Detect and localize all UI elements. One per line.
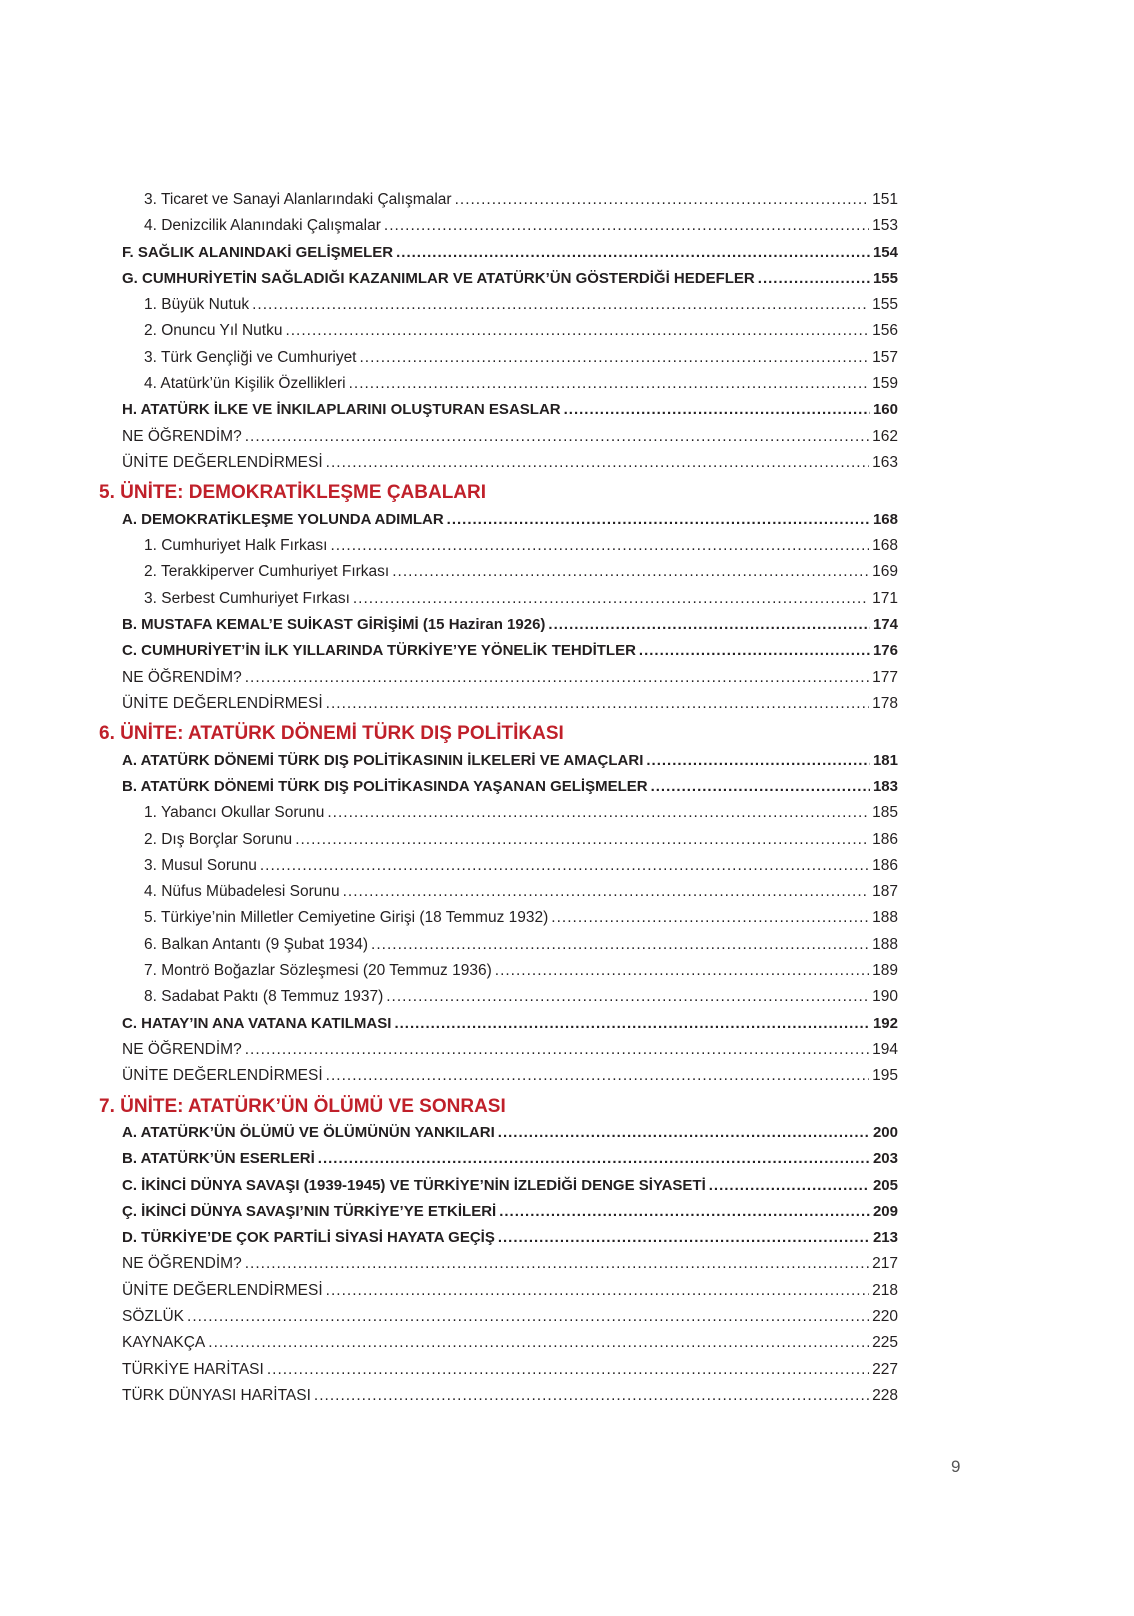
toc-entry	[99, 1330, 898, 1356]
toc-entry	[99, 827, 898, 853]
entry-page: 183	[872, 777, 898, 795]
dot-leader	[245, 1251, 869, 1277]
entry-title: B. ATATÜRK’ÜN ESERLERİ	[122, 1150, 315, 1168]
toc-entry	[99, 1278, 898, 1304]
dot-leader	[386, 984, 869, 1010]
dot-leader	[187, 1304, 869, 1330]
entry-title: F. SAĞLIK ALANINDAKİ GELİŞMELER	[122, 243, 394, 261]
toc-entry	[99, 318, 898, 344]
entry-title: 6. Balkan Antantı (9 Şubat 1934)	[144, 935, 369, 953]
entry-page: 178	[872, 694, 898, 712]
entry-title: B. ATATÜRK DÖNEMİ TÜRK DIŞ POLİTİKASINDA YAŞANAN GELİŞMELER	[122, 777, 648, 795]
entry-page: 194	[872, 1040, 898, 1058]
unit-heading: 7. ÜNİTE: ATATÜRK’ÜN ÖLÜMÜ VE SONRASI	[99, 1095, 506, 1117]
dot-leader	[245, 665, 869, 691]
entry-title: KAYNAKÇA	[122, 1334, 206, 1352]
dot-leader	[326, 691, 869, 717]
entry-title: C. HATAY’IN ANA VATANA KATILMASI	[122, 1014, 392, 1032]
entry-page: 188	[872, 909, 898, 927]
dot-leader	[758, 266, 870, 292]
entry-page: 209	[872, 1202, 898, 1220]
dot-leader	[208, 1330, 869, 1356]
toc-entry	[99, 1251, 898, 1277]
toc-entry	[99, 800, 898, 826]
toc-entry	[99, 1383, 898, 1409]
entry-title: A. ATATÜRK’ÜN ÖLÜMÜ VE ÖLÜMÜNÜN YANKILARI	[122, 1124, 495, 1141]
dot-leader	[245, 424, 869, 450]
entry-title: 3. Serbest Cumhuriyet Fırkası	[144, 589, 350, 607]
entry-page: 159	[872, 375, 898, 393]
dot-leader	[326, 1278, 869, 1304]
entry-page: 163	[872, 453, 898, 471]
dot-leader	[394, 1011, 870, 1037]
dot-leader	[326, 450, 869, 476]
toc-entry	[99, 1357, 898, 1383]
dot-leader	[498, 1120, 870, 1146]
entry-title: 4. Nüfus Mübadelesi Sorunu	[144, 883, 340, 901]
toc-entry	[99, 507, 898, 533]
toc-entry	[99, 1173, 898, 1199]
toc-entry	[99, 266, 898, 292]
dot-leader	[447, 507, 870, 533]
dot-leader	[498, 1225, 870, 1251]
entry-title: 8. Sadabat Paktı (8 Temmuz 1937)	[144, 988, 384, 1006]
dot-leader	[252, 292, 869, 318]
entry-page: 181	[872, 751, 898, 769]
entry-title: 3. Türk Gençliği ve Cumhuriyet	[144, 348, 357, 366]
entry-page: 213	[872, 1229, 898, 1247]
entry-page: 156	[872, 322, 898, 340]
entry-title: 3. Musul Sorunu	[144, 856, 257, 874]
toc-entry	[99, 932, 898, 958]
dot-leader	[392, 559, 869, 585]
entry-title: C. CUMHURİYET’İN İLK YILLARINDA TÜRKİYE’YE YÖNELİK TEHDİTLER	[122, 642, 636, 660]
toc-entry	[99, 1199, 898, 1225]
dot-leader	[384, 213, 869, 239]
dot-leader	[267, 1357, 869, 1383]
entry-title: 3. Ticaret ve Sanayi Alanlarındaki Çalışmalar	[144, 191, 452, 208]
entry-page: 188	[872, 935, 898, 953]
entry-title: 2. Terakkiperver Cumhuriyet Fırkası	[144, 563, 390, 581]
entry-page: 225	[872, 1334, 898, 1352]
toc-entry	[99, 213, 898, 239]
entry-page: 228	[872, 1386, 898, 1404]
entry-title: TÜRK DÜNYASI HARİTASI	[122, 1386, 311, 1404]
entry-page: 190	[872, 988, 898, 1006]
dot-leader	[353, 586, 869, 612]
toc-entry	[99, 879, 898, 905]
toc-entry	[99, 450, 898, 476]
dot-leader	[330, 533, 869, 559]
entry-title: NE ÖĞRENDİM?	[122, 1255, 242, 1273]
toc-entry	[99, 984, 898, 1010]
dot-leader	[551, 905, 869, 931]
dot-leader	[245, 1037, 869, 1063]
entry-page: 185	[872, 804, 898, 822]
page-number: 9	[951, 1457, 961, 1476]
entry-page: 154	[872, 243, 898, 261]
entry-title: A. ATATÜRK DÖNEMİ TÜRK DIŞ POLİTİKASININ İLKELERİ VE AMAÇLARI	[122, 751, 644, 769]
entry-page: 189	[872, 962, 898, 980]
entry-title: NE ÖĞRENDİM?	[122, 1040, 242, 1058]
entry-title: TÜRKİYE HARİTASI	[122, 1360, 264, 1378]
toc-entry	[99, 292, 898, 318]
toc-entry	[99, 774, 898, 800]
entry-title: 4. Denizcilik Alanındaki Çalışmalar	[144, 217, 381, 235]
toc-entry	[99, 1011, 898, 1037]
toc-entry	[99, 1146, 898, 1172]
entry-page: 151	[872, 191, 898, 208]
entry-title: 7. Montrö Boğazlar Sözleşmesi (20 Temmuz 1936)	[144, 962, 492, 980]
dot-leader	[651, 774, 870, 800]
entry-title: NE ÖĞRENDİM?	[122, 668, 242, 686]
entry-page: 200	[872, 1124, 898, 1141]
entry-title: ÜNİTE DEĞERLENDİRMESİ	[122, 453, 323, 471]
entry-page: 162	[872, 427, 898, 445]
entry-page: 195	[872, 1067, 898, 1085]
dot-leader	[343, 879, 870, 905]
dot-leader	[709, 1173, 870, 1199]
toc-entry	[99, 853, 898, 879]
entry-page: 186	[872, 856, 898, 874]
dot-leader	[327, 800, 869, 826]
entry-page: 171	[872, 589, 898, 607]
toc-entry	[99, 905, 898, 931]
entry-title: D. TÜRKİYE’DE ÇOK PARTİLİ SİYASİ HAYATA GEÇİŞ	[122, 1229, 495, 1247]
entry-title: A. DEMOKRATİKLEŞME YOLUNDA ADIMLAR	[122, 510, 444, 528]
dot-leader	[314, 1383, 869, 1409]
dot-leader	[495, 958, 869, 984]
dot-leader	[360, 345, 870, 371]
dot-leader	[396, 240, 870, 266]
entry-page: 186	[872, 830, 898, 848]
toc-entry	[99, 424, 898, 450]
toc-entry	[99, 371, 898, 397]
toc-entry	[99, 612, 898, 638]
entry-title: Ç. İKİNCİ DÜNYA SAVAŞI’NIN TÜRKİYE’YE ETKİLERİ	[122, 1202, 497, 1220]
dot-leader	[260, 853, 869, 879]
dot-leader	[499, 1199, 870, 1225]
entry-title: SÖZLÜK	[122, 1308, 185, 1326]
toc-entry	[99, 187, 898, 213]
entry-page: 157	[872, 348, 898, 366]
unit-heading: 5. ÜNİTE: DEMOKRATİKLEŞME ÇABALARI	[99, 482, 487, 504]
entry-title: ÜNİTE DEĞERLENDİRMESİ	[122, 1067, 323, 1085]
entry-title: 2. Onuncu Yıl Nutku	[144, 322, 283, 340]
entry-title: 5. Türkiye’nin Milletler Cemiyetine Girişi (18 Temmuz 1932)	[144, 909, 549, 927]
entry-page: 169	[872, 563, 898, 581]
entry-title: NE ÖĞRENDİM?	[122, 427, 242, 445]
entry-title: B. MUSTAFA KEMAL’E SUİKAST GİRİŞİMİ (15 Haziran 1926)	[122, 615, 546, 633]
entry-title: 2. Dış Borçlar Sorunu	[144, 830, 293, 848]
entry-page: 227	[872, 1360, 898, 1378]
toc-entry	[99, 240, 898, 266]
entry-page: 168	[872, 537, 898, 555]
dot-leader	[285, 318, 869, 344]
toc-entry	[99, 1225, 898, 1251]
entry-page: 187	[872, 883, 898, 901]
dot-leader	[646, 748, 870, 774]
toc-entry	[99, 665, 898, 691]
entry-page: 155	[872, 269, 898, 287]
entry-page: 153	[872, 217, 898, 235]
entry-page: 217	[872, 1255, 898, 1273]
toc-entry	[99, 586, 898, 612]
entry-page: 174	[872, 615, 898, 633]
dot-leader	[564, 397, 870, 423]
entry-page: 168	[872, 510, 898, 528]
entry-page: 203	[872, 1150, 898, 1168]
entry-page: 220	[872, 1308, 898, 1326]
entry-title: ÜNİTE DEĞERLENDİRMESİ	[122, 694, 323, 712]
dot-leader	[349, 371, 870, 397]
entry-title: 1. Yabancı Okullar Sorunu	[144, 804, 325, 822]
table-of-contents	[99, 187, 898, 1409]
entry-page: 176	[872, 642, 898, 660]
dot-leader	[548, 612, 870, 638]
dot-leader	[295, 827, 869, 853]
entry-title: ÜNİTE DEĞERLENDİRMESİ	[122, 1281, 323, 1299]
dot-leader	[318, 1146, 870, 1172]
entry-title: C. İKİNCİ DÜNYA SAVAŞI (1939-1945) VE TÜRKİYE’NİN İZLEDİĞİ DENGE SİYASETİ	[122, 1176, 706, 1194]
dot-leader	[371, 932, 869, 958]
dot-leader	[326, 1063, 869, 1089]
entry-page: 218	[872, 1281, 898, 1299]
toc-entry	[99, 638, 898, 664]
entry-title: 4. Atatürk’ün Kişilik Özellikleri	[144, 375, 346, 393]
entry-page: 177	[872, 668, 898, 686]
entry-title: 1. Büyük Nutuk	[144, 296, 250, 314]
toc-entry	[99, 345, 898, 371]
toc-entry	[99, 1037, 898, 1063]
dot-leader	[455, 187, 870, 213]
toc-entry	[99, 958, 898, 984]
toc-entry	[99, 1304, 898, 1330]
dot-leader	[639, 638, 870, 664]
entry-title: G. CUMHURİYETİN SAĞLADIĞI KAZANIMLAR VE ATATÜRK’ÜN GÖSTERDİĞİ HEDEFLER	[122, 269, 755, 287]
entry-title: H. ATATÜRK İLKE VE İNKILAPLARINI OLUŞTURAN ESASLAR	[122, 401, 561, 419]
toc-entry	[99, 533, 898, 559]
entry-page: 160	[872, 401, 898, 419]
entry-title: 1. Cumhuriyet Halk Fırkası	[144, 537, 328, 555]
entry-page: 192	[872, 1014, 898, 1032]
entry-page: 205	[872, 1176, 898, 1194]
toc-entry	[99, 559, 898, 585]
toc-entry	[99, 1120, 898, 1146]
entry-page: 155	[872, 296, 898, 314]
toc-entry	[99, 397, 898, 423]
unit-heading: 6. ÜNİTE: ATATÜRK DÖNEMİ TÜRK DIŞ POLİTİKASI	[99, 723, 564, 745]
toc-entry	[99, 691, 898, 717]
toc-entry	[99, 748, 898, 774]
toc-entry	[99, 1063, 898, 1089]
